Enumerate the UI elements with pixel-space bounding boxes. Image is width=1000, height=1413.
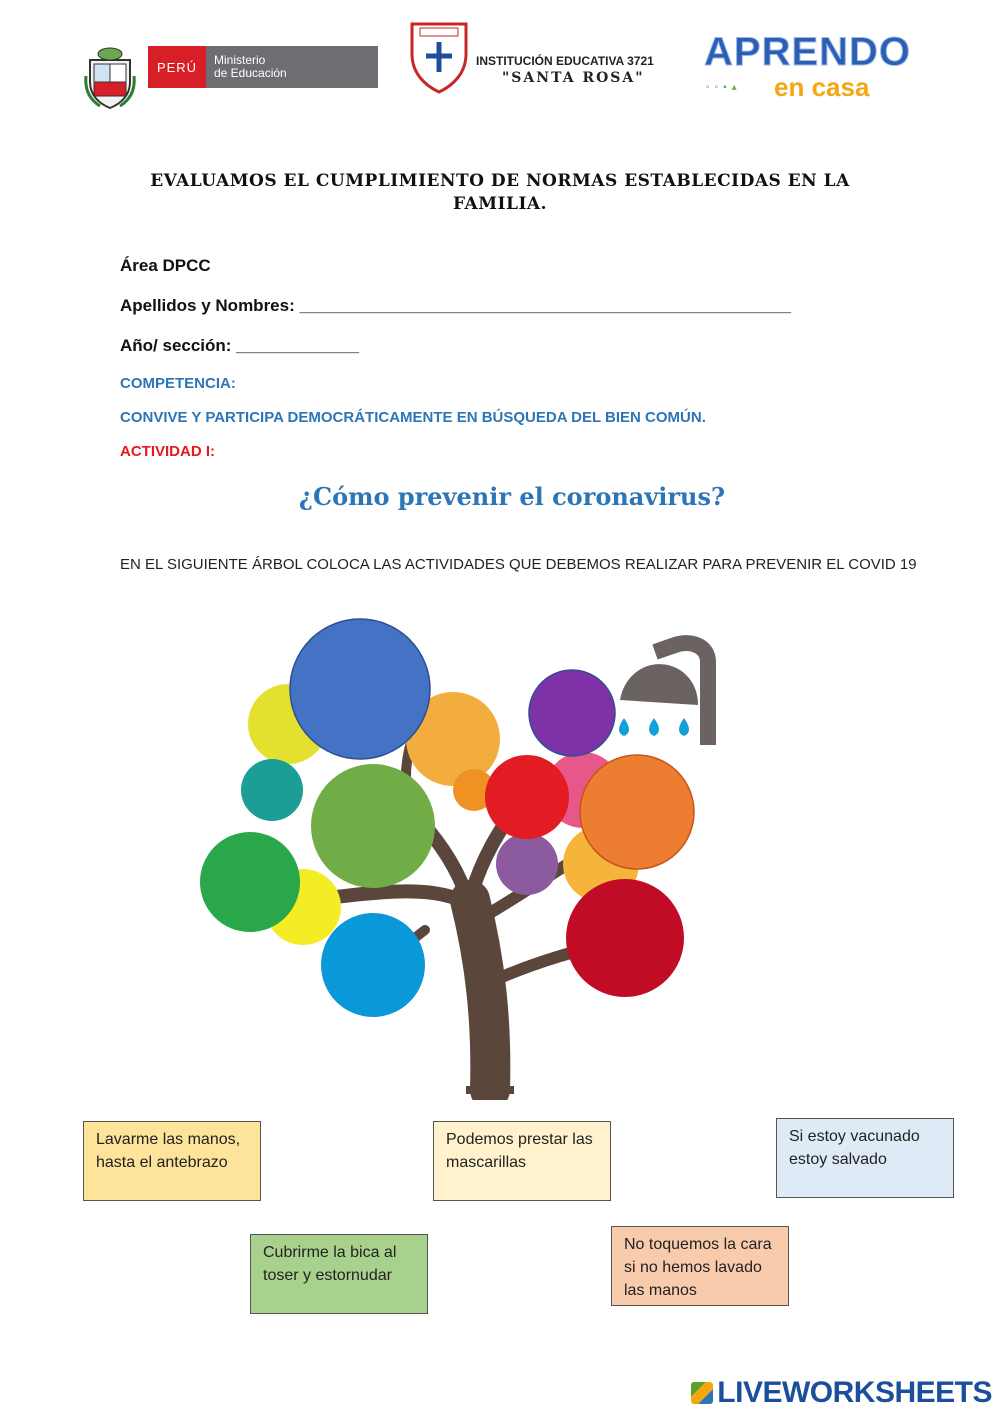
instruction-text: EN EL SIGUIENTE ÁRBOL COLOCA LAS ACTIVIDADES QUE DEBEMOS REALIZAR PARA PREVENIR EL COVID 19 xyxy=(120,556,917,573)
tree-circle xyxy=(566,879,684,997)
encasa-logo-text: en casa xyxy=(774,72,870,102)
names-field[interactable]: Apellidos y Nombres: ____________________________________________________ xyxy=(120,296,792,315)
answer-card[interactable]: Si estoy vacunado estoy salvado xyxy=(776,1118,954,1198)
tree-circle xyxy=(529,670,615,756)
ministry-line2: de Educación xyxy=(214,66,287,80)
tree-circle xyxy=(200,832,300,932)
page-title: EVALUAMOS EL CUMPLIMIENTO DE NORMAS ESTABLECIDAS EN LA FAMILIA. xyxy=(150,171,850,214)
shower-icon xyxy=(619,643,708,745)
question-heading: ¿Cómo prevenir el coronavirus? xyxy=(298,482,726,511)
tree-circle xyxy=(580,755,694,869)
tree-circle xyxy=(241,759,303,821)
institution-name: "SANTA ROSA" xyxy=(502,70,645,86)
tree-illustration xyxy=(195,615,735,1100)
peru-coat-of-arms-icon xyxy=(84,46,136,110)
ministry-country: PERÚ xyxy=(148,46,206,88)
actividad-label: ACTIVIDAD I: xyxy=(120,443,215,460)
school-shield-icon xyxy=(408,20,470,94)
area-label: Área DPCC xyxy=(120,256,211,275)
tree-circle xyxy=(290,619,430,759)
tree-circle xyxy=(496,833,558,895)
ministry-line1: Ministerio xyxy=(214,53,266,67)
tree-circle xyxy=(311,764,435,888)
competencia-label: COMPETENCIA: xyxy=(120,375,236,392)
liveworksheets-icon xyxy=(691,1382,713,1404)
answer-card[interactable]: No toquemos la cara si no hemos lavado las manos xyxy=(611,1226,789,1306)
brand-text: LIVEWORKSHEETS xyxy=(717,1376,992,1409)
answer-card[interactable]: Lavarme las manos, hasta el antebrazo xyxy=(83,1121,261,1201)
competencia-text: CONVIVE Y PARTICIPA DEMOCRÁTICAMENTE EN BÚSQUEDA DEL BIEN COMÚN. xyxy=(120,409,706,426)
aprendo-logo-text: APRENDO xyxy=(704,30,912,74)
tree-circle xyxy=(485,755,569,839)
logo-dots-icon: ▫▫▪▴ xyxy=(706,82,742,93)
ministry-logo xyxy=(148,46,378,88)
section-field[interactable]: Año/ sección: _____________ xyxy=(120,336,360,355)
institution-line: INSTITUCIÓN EDUCATIVA 3721 xyxy=(476,54,654,68)
tree-circle xyxy=(321,913,425,1017)
liveworksheets-logo xyxy=(691,1376,992,1410)
answer-card[interactable]: Podemos prestar las mascarillas xyxy=(433,1121,611,1201)
answer-card[interactable]: Cubrirme la bica al toser y estornudar xyxy=(250,1234,428,1314)
